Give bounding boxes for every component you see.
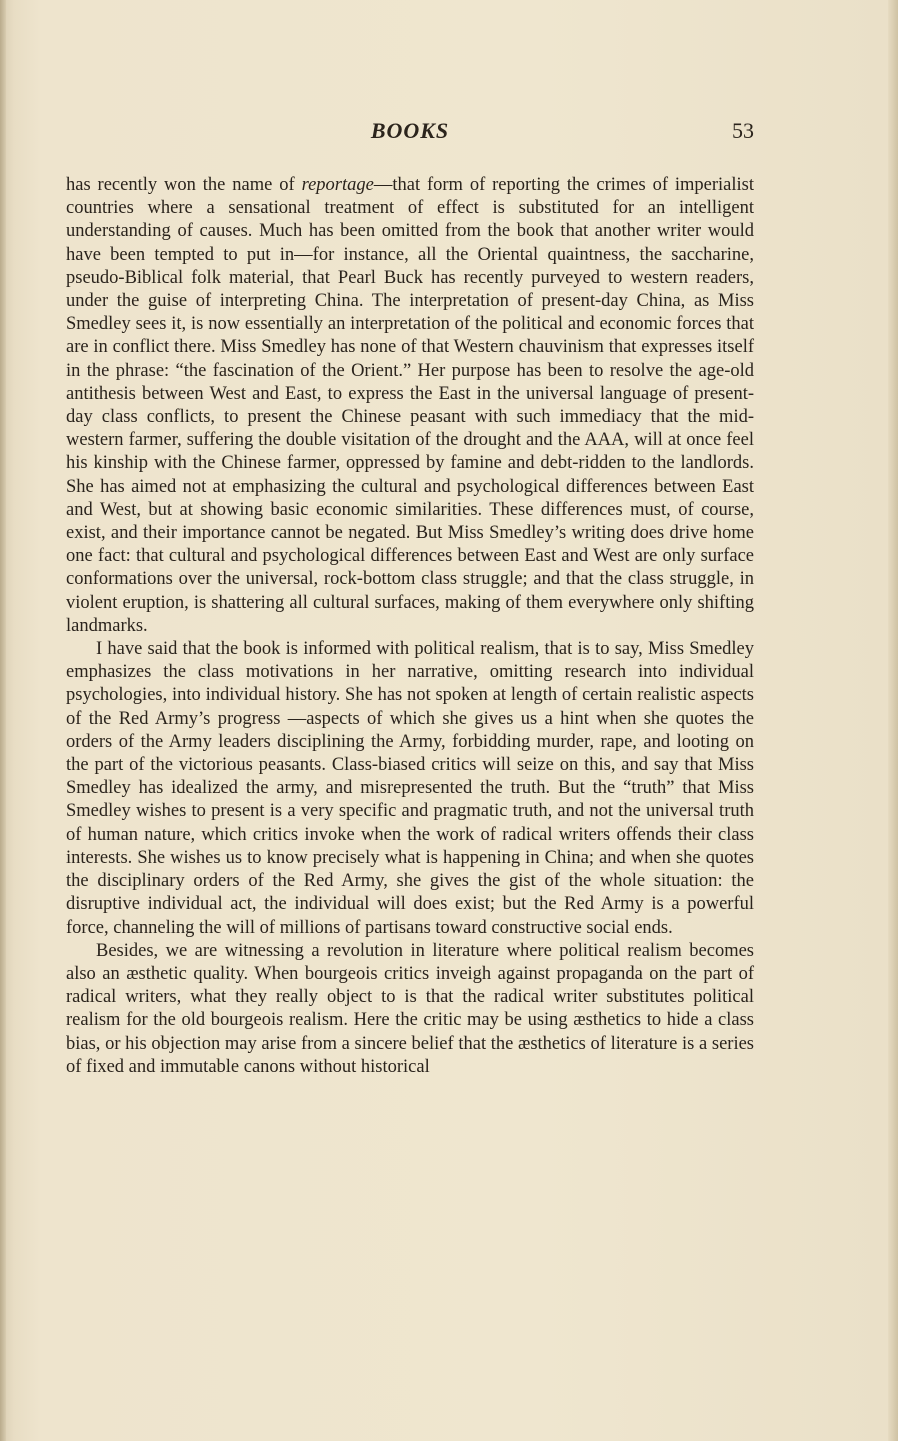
page-number: 53 xyxy=(732,118,754,143)
paragraph-2-text: I have said that the book is informed with political realism, that is to say, Miss Smedley emphasizes the class motivations in her narrative, omitting research into individual psychologies, into individual history. She has not spoken at length of certain realistic aspects of the Red Army’s progress —aspects of which she gives us a hint when she quotes the orders of the Army leaders disciplining the Army, forbidding murder, rape, and looting on the part of the victorious peasants. Class-biased critics will seize on this, and say that Miss Smedley has idealized the army, and misrepresented the truth. But the “truth” that Miss Smedley wishes to present is a very specific and pragmatic truth, and not the universal truth of human nature, which critics invoke when the work of radical writers offends their class interests. She wishes us to know precisely what is happening in China; and when she quotes the disciplinary orders of the Red Army, she gives the gist of the whole situation: the disruptive individual act, the individual will does exist; but the Red Army is a powerful force, channeling the will of millions of partisans toward constructive social ends. xyxy=(66,639,754,938)
paragraph-1 xyxy=(66,174,754,638)
page-right-edge xyxy=(888,0,898,1441)
paragraph-1-italic-reportage: reportage xyxy=(301,175,374,195)
paragraph-2 xyxy=(66,638,754,940)
paragraph-1-text-2: —that form of reporting the crimes of imperialist countries where a sensational treatment of effect is substituted for an intelligent understanding of causes. Much has been omitted from the book that another writer would have been tempted to put in—for instance, all the Oriental quaintness, the saccharine, pseudo-Biblical folk material, that Pearl Buck has recently purveyed to western readers, under the guise of interpreting China. The interpretation of present-day China, as Miss Smedley sees it, is now essentially an interpretation of the political and economic forces that are in conflict there. Miss Smedley has none of that Western chauvinism that expresses itself in the phrase: “the fascination of the Orient.” Her purpose has been to resolve the age-old antithesis between West and East, to express the East in the universal language of present-day class conflicts, to present the Chinese peasant with such immediacy that the mid-western farmer, suffering the double visitation of the drought and the AAA, will at once feel his kinship with the Chinese farmer, oppressed by famine and debt-ridden to the landlords. She has aimed not at emphasizing the cultural and psychological differences between East and West, but at showing basic economic similarities. These differences must, of course, exist, and their importance cannot be negated. But Miss Smedley’s writing does drive home one fact: that cultural and psychological differences between East and West are only surface conformations over the universal, rock-bottom class struggle; and that the class struggle, in violent eruption, is shattering all cultural surfaces, making of them everywhere only shifting landmarks. xyxy=(66,175,754,636)
paragraph-1-text-1: has recently won the name of xyxy=(66,175,302,195)
running-title: BOOKS xyxy=(370,118,450,143)
paragraph-3 xyxy=(66,940,754,1079)
body-text xyxy=(66,174,754,1079)
page-left-edge xyxy=(0,0,6,1441)
paragraph-3-text: Besides, we are witnessing a revolution in literature where political realism becomes also an æsthetic quality. When bourgeois critics inveigh against propaganda on the part of radical writers, what they really object to is that the radical writer substitutes political realism for the old bourgeois realism. Here the critic may be using æsthetics to hide a class bias, or his objection may arise from a sincere belief that the æsthetics of literature is a series of fixed and immutable canons without historical xyxy=(66,940,754,1077)
running-head xyxy=(66,118,754,152)
